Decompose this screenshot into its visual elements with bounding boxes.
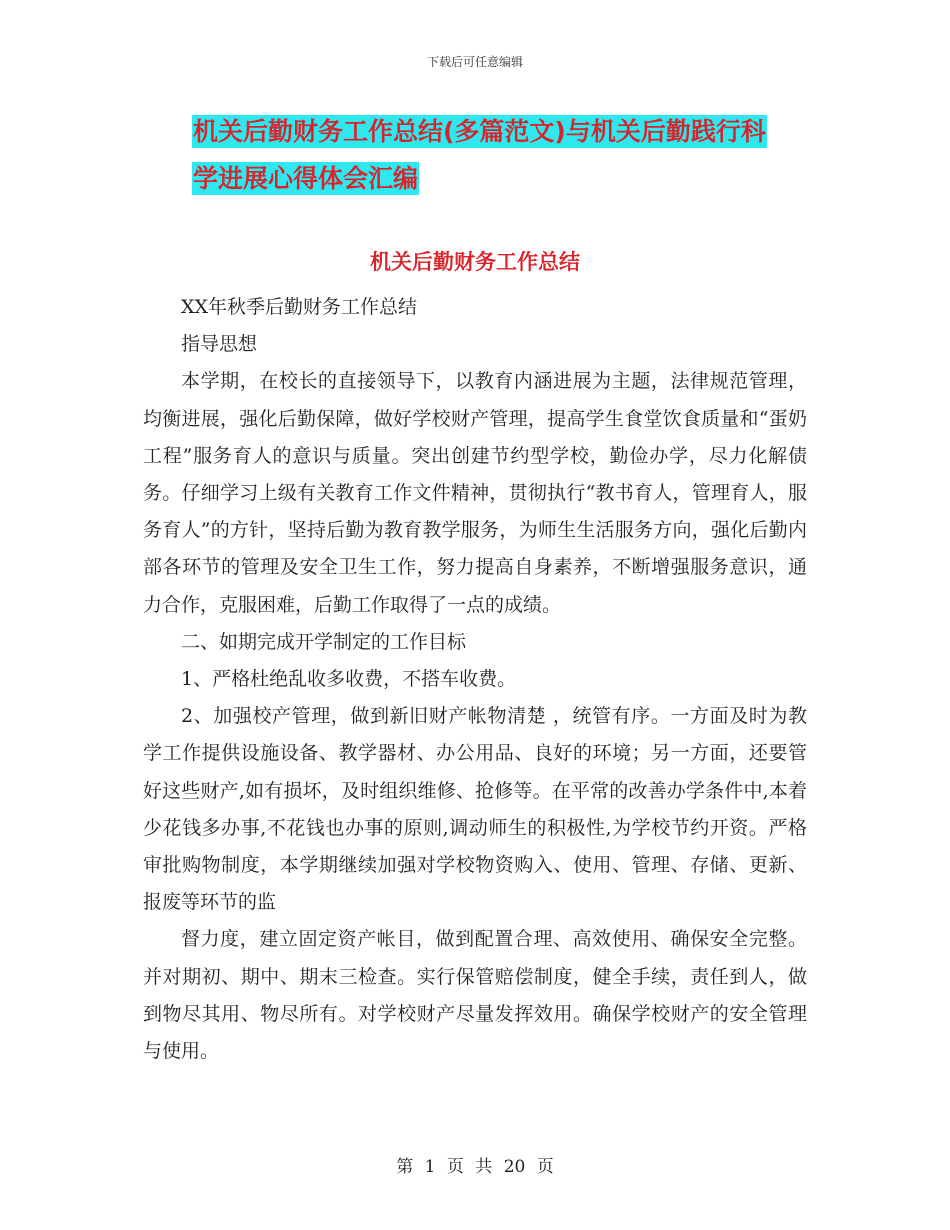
paragraph-continuation: 督力度，建立固定资产帐目，做到配置合理、高效使用、确保安全完整。并对期初、期中、期末三检查。实行保管赔偿制度，健全手续，责任到人，做到物尽其用、物尽所有。对学校财产尽量发挥效用。确保学校财产的安全管理与使用。 bbox=[143, 928, 807, 1063]
title-line-2: 学进展心得体会汇编 bbox=[193, 164, 419, 193]
paragraph-intro: 本学期，在校长的直接领导下，以教育内涵进展为主题，法律规范管理，均衡进展，强化后勤保障，做好学校财产管理，提高学生食堂饮食质量和“蛋奶工程”服务育人的意识与质量。突出创建节约型学校，勤俭办学，尽力化解债务。仔细学习上级有关教育工作文件精神，贯彻执行“教书育人，管理育人，服务育人”的方针，坚持后勤为教育教学服务，为师生生活服务方向，强化后勤内部各环节的管理及安全卫生工作，努力提高自身素养，不断增强服务意识，通力合作，克服困难，后勤工作取得了一点的成绩。 bbox=[143, 370, 807, 616]
document-title bbox=[140, 110, 840, 200]
paragraph-heading-goals: 二、如期完成开学制定的工作目标 bbox=[181, 630, 467, 653]
paragraph-item-1: 1、严格杜绝乱收多收费，不搭车收费。 bbox=[181, 668, 517, 691]
page-footer: 第 1 页 共 20 页 bbox=[396, 1157, 554, 1177]
paragraph-item-2: 2、加强校产管理，做到新旧财产帐物清楚 ，统管有序。一方面及时为教学工作提供设施设备、教学器材、办公用品、良好的环境；另一方面，还要管好这些财产,如有损坏，及时组织维修、抢修等。在平常的改善办学条件中,本着少花钱多办事,不花钱也办事的原则,调动师生的积极性,为学校节约开资。严格审批购物制度，本学期继续加强对学校物资购入、使用、管理、存储、更新、报废等环节的监 bbox=[143, 705, 807, 914]
title-line-1: 机关后勤财务工作总结(多篇范文)与机关后勤践行科 bbox=[193, 117, 766, 146]
paragraph-subtitle: XX年秋季后勤财务工作总结 bbox=[181, 296, 418, 318]
body-text bbox=[143, 289, 807, 1070]
section-title: 机关后勤财务工作总结 bbox=[370, 250, 580, 274]
paragraph-heading-guiding-thought: 指导思想 bbox=[181, 333, 258, 356]
header-note: 下载后可任意编辑 bbox=[426, 55, 523, 69]
